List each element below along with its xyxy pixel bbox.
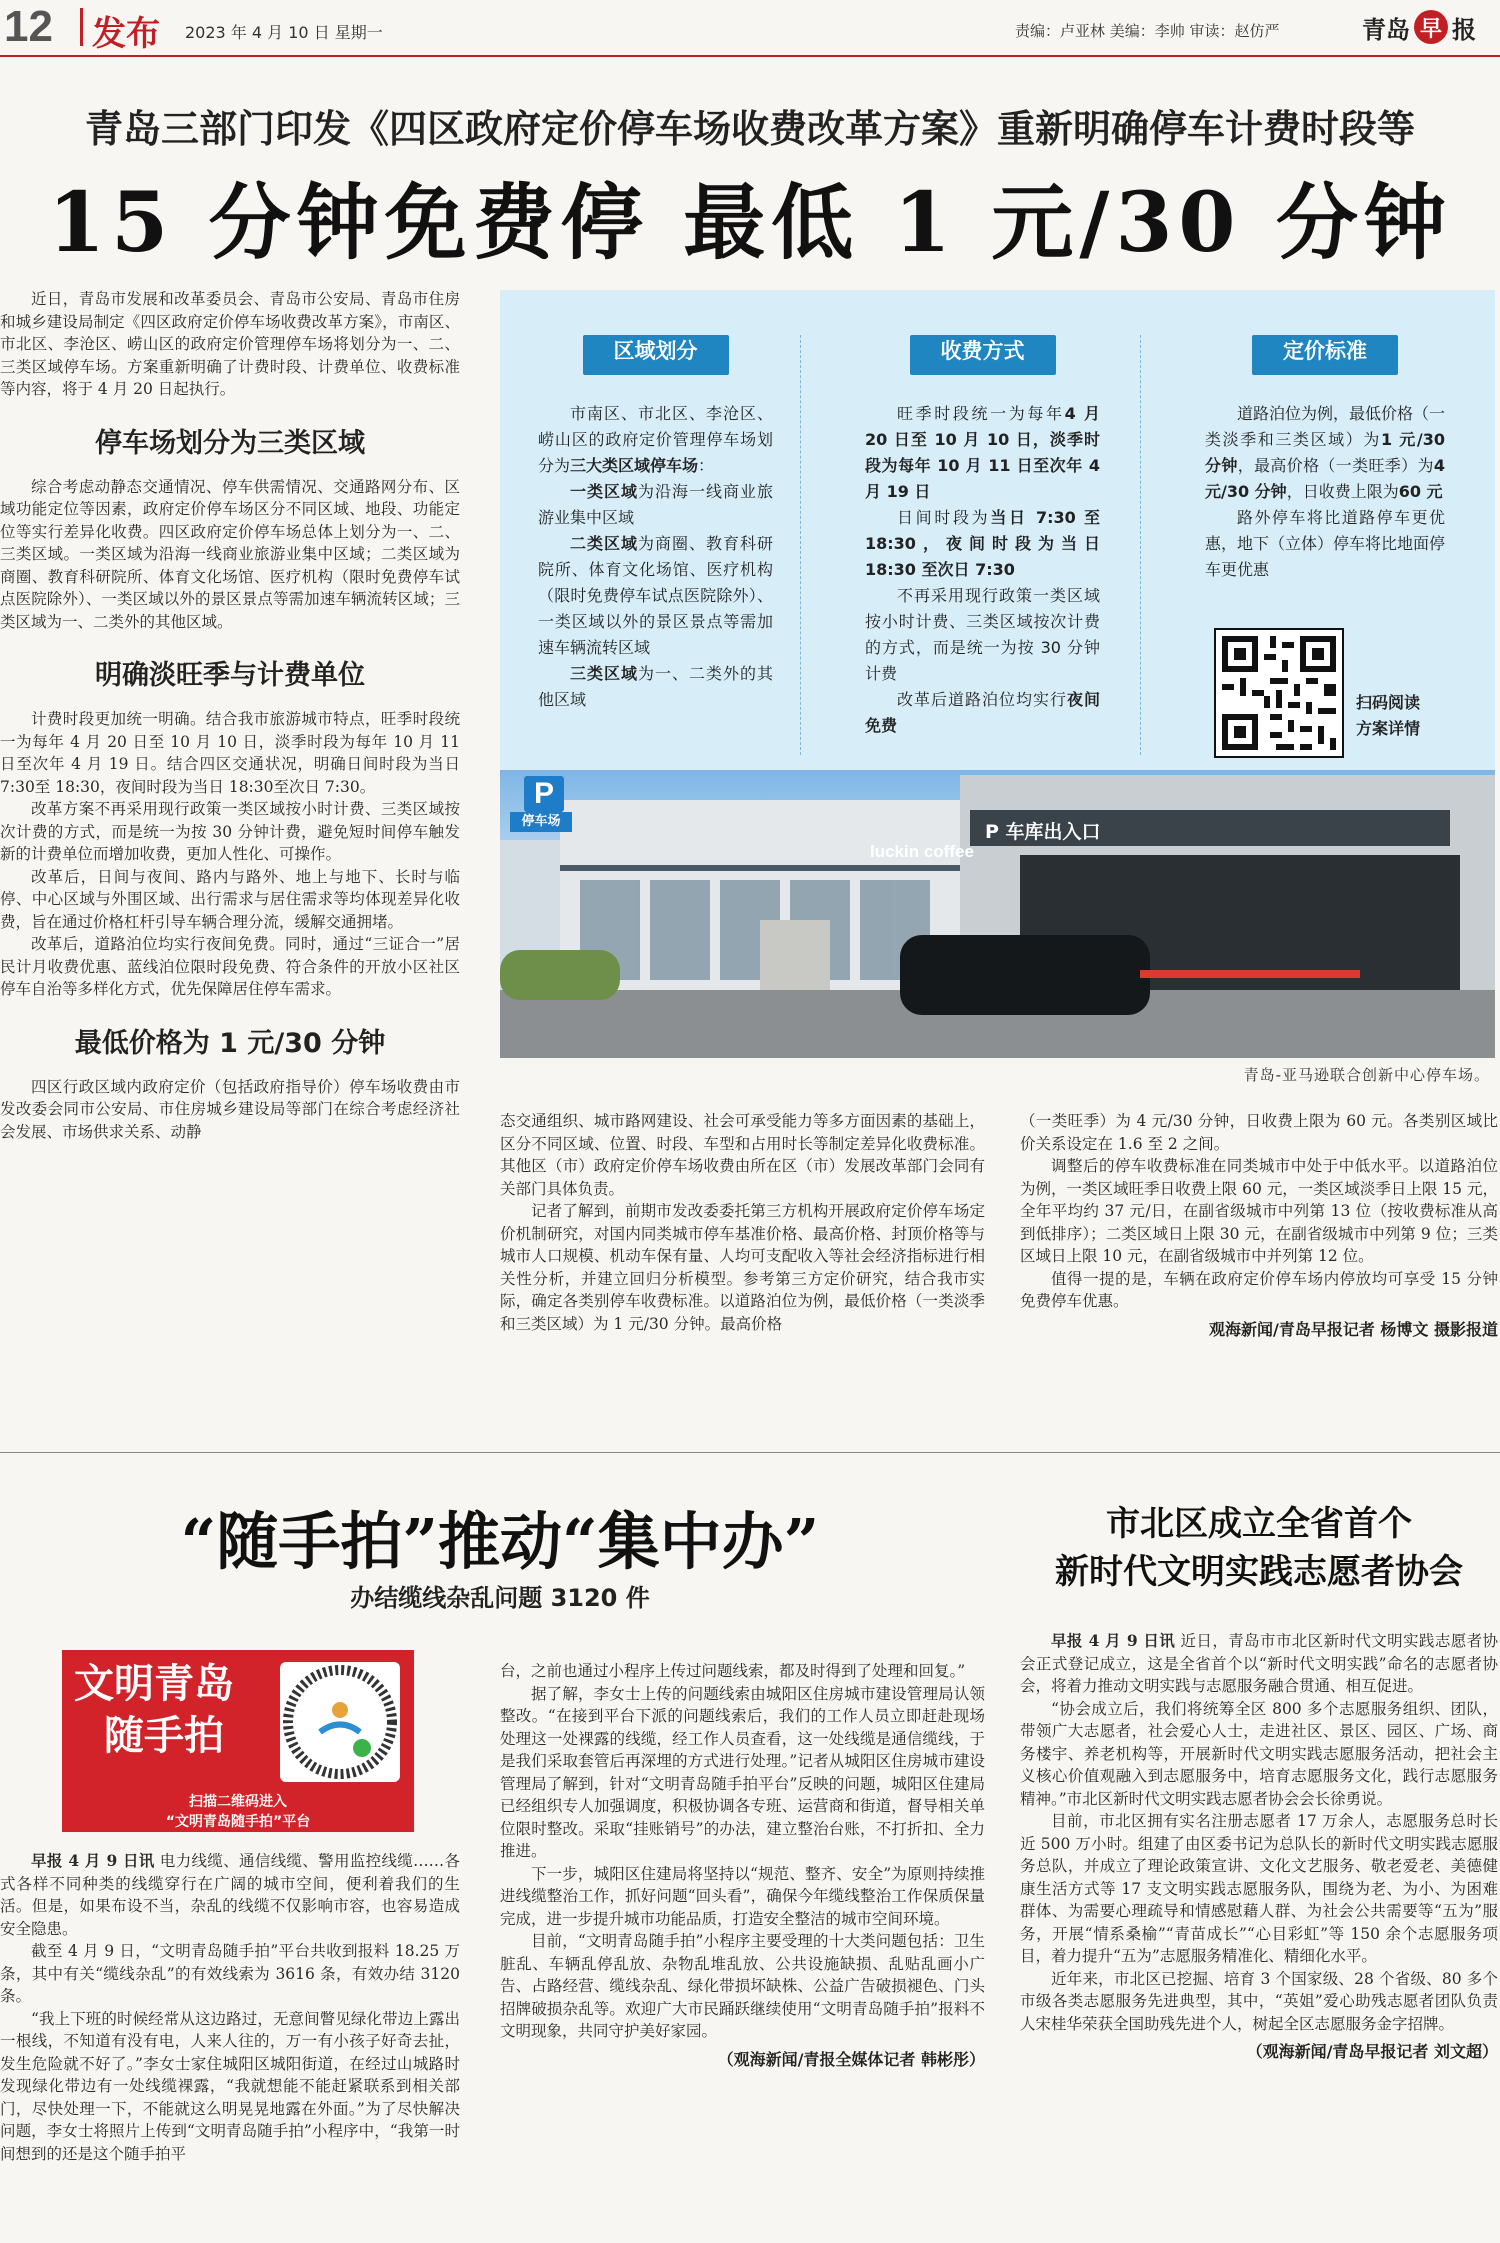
top-story-kicker: 青岛三部门印发《四区政府定价停车场收费改革方案》重新明确停车计费时段等 (84, 106, 1415, 151)
paragraph-lowest-price: 四区行政区域内政府定价（包括政府指导价）停车场收费由市发改委会同市公安局、市住房城乡建设局等部门在综合考虑经济社会发展、市场供求关系、动静 (0, 1077, 460, 1141)
subhead-seasons: 明确淡旺季与计费单位 (95, 660, 365, 691)
paragraph-seasons-a: 计费时段更加统一明确。结合我市旅游城市特点，旺季时段统一为每年 4 月 20 日至 10 月 10 日，淡季时段为每年 10 月 11 日至次年 4 月 19 日。结合四区交通状况，明确日间时段为当日 7:30至 18:30，夜间时段为当日 18:30至次日 7:30。 (0, 710, 460, 796)
page-number: 12 (4, 2, 53, 51)
info-text-zones: 市南区、市北区、李沧区、崂山区的政府定价管理停车场划分为三大类区域停车场： 一类区域为沿海一线商业旅游业集中区域 二类区域为商圈、教育科研院所、体育文化场馆、医疗机构（限时免费停车试点医院除外）、一类区域以外的景区景点等需加速车辆流转区域 三类区域为一、二类外的其他区域 (538, 404, 773, 709)
top-story-left-column (0, 288, 460, 1143)
story2-byline: （观海新闻/青报全媒体记者 韩彬彤） (717, 2049, 985, 2069)
qr-code-icon[interactable] (1214, 628, 1344, 758)
paragraph-price-continued: （一类旺季）为 4 元/30 分钟，日收费上限为 60 元。各类别区域比价关系设定在 1.6 至 2 之间。 (1020, 1112, 1498, 1153)
top-story-byline: 观海新闻/青岛早报记者 杨博文 摄影报道 (1209, 1319, 1498, 1339)
info-column-pricing (1205, 335, 1445, 583)
story2-left-column: 早报 4 月 9 日讯 电力线缆、通信线缆、警用监控线缆……各式各样不同种类的线缆穿行在广阔的城市空间，便利着我们的生活。但是，如果布设不当，杂乱的线缆不仅影响市容，也容易造成安全隐患。 截至 4 月 9 日，“文明青岛随手拍”平台共收到报料 18.25 万条，其中有关“缆线杂乱”的有效线索为 3616 条，有效办结 3120 条。 “我上下班的时候经常从这边路过，无意间瞥见绿化带边上露出一根线，不知道有没有电，人来人往的，万一有小孩子好奇去扯，发生危险就不好了。”李女士家住城阳区城阳街道，在经过山城路时发现绿化带边有一处线缆裸露，“我就想能不能赶紧联系到相关部门，尽快处理一下，不能就这么明晃晃地露在外面。”为了尽快解决问题，李女士将照片上传到“文明青岛随手拍”小程序中，“我第一时间想到的还是这个随手拍平 (0, 1851, 460, 2163)
paragraph-zones: 综合考虑动静态交通情况、停车供需情况、交通路网分布、区域功能定位等因素，政府定价停车场区分不同区域、地段、功能定位等实行差异化收费。四区政府定价停车场总体上划分为一、二、三类区域。一类区域为沿海一线商业旅游业集中区域；二类区域为商圈、教育科研院所、体育文化场馆、医疗机构（限时免费停车试点医院除外）、一类区域以外的景区景点等需加速车辆流转区域；三类区域为一、二类外的其他区域。 (0, 477, 460, 631)
subhead-lowest-price: 最低价格为 1 元/30 分钟 (74, 1027, 386, 1059)
suishoupai-promo (62, 1650, 414, 1832)
paragraph-comparison: 调整后的停车收费标准在同类城市中处于中低水平。以道路泊位为例，一类区域旺季日收费上限 60 元，一类区域淡季日上限 15 元，全年平均约 37 元/日，在副省级城市中列第 13 位（按收费标准从高到低排序）；二类区域日上限 30 元，在副省级城市中列第 9 位；三类区域日上限 10 元，在副省级城市中并列第 12 位。 (1020, 1157, 1498, 1265)
info-tag-pricing: 定价标准 (1252, 335, 1398, 375)
info-tag-charging: 收费方式 (910, 335, 1056, 375)
issue-date: 2023 年 4 月 10 日 星期一 (185, 23, 383, 42)
top-story-headline: 15 分钟免费停 最低 1 元/30 分钟 (48, 175, 1452, 271)
info-box (500, 290, 1495, 770)
info-column-zones (538, 335, 773, 713)
parking-lot-photo (500, 770, 1495, 1058)
store-sign: luckin coffee (870, 842, 974, 861)
logo-mark: 早 (1414, 10, 1448, 44)
intro-paragraph: 近日，青岛市发展和改革委员会、青岛市公安局、青岛市住房和城乡建设局制定《四区政府定价停车场收费改革方案》，市南区、市北区、李沧区、崂山区的政府定价管理停车场将划分为一、二、三类区域停车场。方案重新明确了计费时段、计费单位、收费标准等内容，将于 4 月 20 日起执行。 (0, 290, 460, 398)
logo-text: 青岛 (1362, 15, 1410, 44)
top-story-middle-column (500, 1110, 985, 1335)
info-text-charging: 旺季时段统一为每年4 月 20 日至 10 月 10 日，淡季时段为每年 10 月 11 日至次年 4 月 19 日 日间时段为当日 7:30 至 18:30，夜间时段为当日 18:30 至次日 7:30 不再采用现行政策一类区域按小时计费、三类区域按次计费的方式，而是统一为按 30 分钟计费 改革后道路泊位均实行夜间免费 (865, 404, 1100, 735)
story2-right-column: 台，之前也通过小程序上传过问题线索，都及时得到了处理和回复。” 据了解，李女士上传的问题线索由城阳区住房城市建设管理局认领整改。“在接到平台下派的问题线索后，我们的工作人员立即赶赴现场处理这一处裸露的线缆，经工作人员查看，这一处线缆是通信缆线，于是我们采取套管后再深埋的方式进行处理。”记者从城阳区住房城市建设管理局了解到，针对“文明青岛随手拍平台”反映的问题，城阳区住建局已经组织专人加强调度，积极协调各专班、运营商和街道，督导相关单位限时整改。采取“挂账销号”的办法，建立整治台账，不打折扣、全力推进。 下一步，城阳区住建局将坚持以“规范、整齐、安全”为原则持续推进线缆整治工作，抓好问题“回头看”，确保今年缆线整治工作保质保量完成，进一步提升城市功能品质，打造安全整洁的城市空间环境。 目前，“文明青岛随手拍”小程序主要受理的十大类问题包括：卫生脏乱、车辆乱停乱放、杂物乱堆乱放、公共设施缺损、乱贴乱画小广告、占路经营、缆线杂乱、绿化带损坏缺株、公益广告破损褪色、门头招牌破损杂乱等。欢迎广大市民踊跃继续使用“文明青岛随手拍”报料不文明现象，共同守护美好家园。 （观海新闻/青报全媒体记者 韩彬彤） (500, 1662, 985, 2069)
logo-suffix: 报 (1452, 15, 1476, 44)
story2-subhead: 办结缆线杂乱问题 3120 件 (350, 1584, 650, 1612)
parking-sign-icon: P (533, 777, 554, 810)
section-divider (80, 8, 83, 46)
paragraph-research: 记者了解到，前期市发改委委托第三方机构开展政府定价停车场定价机制研究，对国内同类城市停车基准价格、最高价格、封顶价格等与城市人口规模、机动车保有量、人均可支配收入等社会经济指标进行相关性分析，并建立回归分析模型。参考第三方定价研究，结合我市实际，确定各类别停车收费标准。以道路泊位为例，最低价格（一类淡季和三类区域）为 1 元/30 分钟。最高价格 (500, 1202, 985, 1333)
promo-qr-code-icon[interactable] (280, 1662, 400, 1782)
section-name: 发布 (92, 14, 160, 54)
subhead-zones: 停车场划分为三类区域 (95, 427, 365, 459)
parking-sign-text: 停车场 (521, 814, 561, 829)
paragraph-seasons-c: 改革后，日间与夜间、路内与路外、地上与地下、长时与临停、中心区域与外围区域、出行需求与居住需求等均体现差异化收费，旨在通过价格杠杆引导车辆合理分流，缓解交通拥堵。 (0, 867, 460, 931)
paragraph-seasons-d: 改革后，道路泊位均实行夜间免费。同时，通过“三证合一”居民计月收费优惠、蓝线泊位限时段免费、符合条件的开放小区社区停车自治等多样化方式，优先保障居住停车需求。 (0, 935, 460, 998)
story2-dateline: 早报 4 月 9 日讯 (31, 1851, 155, 1870)
info-column-charging (865, 335, 1100, 739)
section-separator (0, 1452, 1500, 1453)
photo-caption: 青岛-亚马逊联合创新中心停车场。 (1243, 1066, 1490, 1084)
story3-dateline: 早报 4 月 9 日讯 (1051, 1631, 1176, 1650)
info-text-pricing: 道路泊位为例，最低价格（一类淡季和三类区域）为1 元/30 分钟，最高价格（一类旺季）为4 元/30 分钟，日收费上限为60 元 路外停车将比道路停车更优惠，地下（立体）停车将比地面停车更优惠 (1205, 404, 1446, 579)
promo-title: 文明青岛 随手拍 (74, 1660, 234, 1759)
story3-byline: （观海新闻/青岛早报记者 刘文超） (1246, 2042, 1498, 2061)
newspaper-logo (1362, 10, 1476, 44)
story2-headline: “随手拍”推动“集中办” (180, 1505, 820, 1578)
header-rule (0, 55, 1500, 57)
story3-headline: 市北区成立全省首个 新时代文明实践志愿者协会 (1055, 1504, 1463, 1592)
info-tag-zones: 区域划分 (583, 335, 729, 375)
paragraph-seasons-b: 改革方案不再采用现行政策一类区域按小时计费、三类区域按次计费的方式，而是统一为按 30 分钟计费，避免短时间停车触发新的计费单位而增加收费，更加人性化、可操作。 (0, 800, 460, 863)
paragraph-continued: 态交通组织、城市路网建设、社会可承受能力等多方面因素的基础上，区分不同区域、位置、时段、车型和占用时长等制定差异化收费标准。其他区（市）政府定价停车场收费由所在区（市）发展改革部门会同有关部门具体负责。 (500, 1112, 985, 1198)
info-divider-2 (1140, 335, 1141, 755)
top-story-right-column (1020, 1110, 1498, 1340)
parking-scene-illustration (500, 770, 1495, 1058)
info-divider-1 (800, 335, 801, 755)
garage-entrance-sign: P 车库出入口 (985, 821, 1101, 843)
story3-column: 早报 4 月 9 日讯 近日，青岛市市北区新时代文明实践志愿者协会正式登记成立，这是全省首个以“新时代文明实践”命名的志愿者协会，将着力推动文明实践与志愿服务融合贯通、相互促进。 “协会成立后，我们将统筹全区 800 多个志愿服务组织、团队，带领广大志愿者，社会爱心人士，走进社区、景区、园区、广场、商务楼宇、养老机构等，开展新时代文明实践志愿服务活动，把社会主义核心价值观融入到志愿服务中，培育志愿服务文化，践行志愿服务精神。”市北区新时代文明实践志愿者协会会长徐勇说。 目前，市北区拥有实名注册志愿者 17 万余人，志愿服务总时长近 500 万小时。组建了由区委书记为总队长的新时代文明实践志愿服务总队，并成立了理论政策宣讲、文化文艺服务、敬老爱老、美德健康生活方式等 17 支文明实践志愿服务队，围绕为老、为小、为困难群体、为需要心理疏导和情感慰藉人群、为社会公共需要等“五为”服务，开展“情系桑榆”“青苗成长”“心目彩虹”等 150 余个志愿服务项目，着力提升“五为”志愿服务精准化、精细化水平。 近年来，市北区已挖掘、培育 3 个国家级、28 个省级、80 多个市级各类志愿服务先进典型，其中，“英姐”爱心助残志愿者团队负责人宋桂华荣获全国助残先进个人，树起全区志愿服务金字招牌。 （观海新闻/青岛早报记者 刘文超） (1020, 1631, 1498, 2061)
editor-credits: 责编：卢亚林 美编：李帅 审读：赵仿严 (1015, 22, 1280, 40)
promo-note: 扫描二维码进入 “文明青岛随手拍”平台 (165, 1794, 311, 1830)
qr-label: 扫码阅读 方案详情 (1356, 693, 1421, 738)
paragraph-free-15min: 值得一提的是，车辆在政府定价停车场内停放均可享受 15 分钟免费停车优惠。 (1020, 1269, 1498, 1310)
